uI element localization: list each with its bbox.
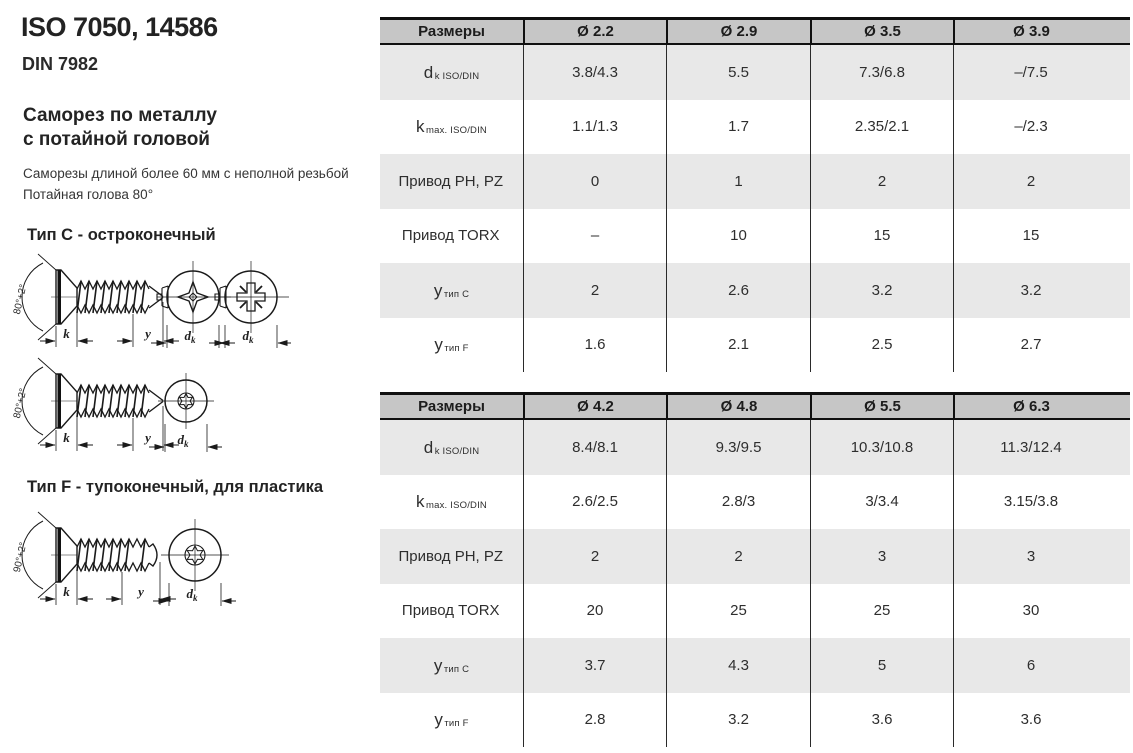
value-cell: 20: [523, 584, 666, 639]
product-notes: [23, 163, 349, 205]
row-label-subscript: тип C: [443, 663, 470, 675]
value-cell: 1.6: [523, 318, 666, 373]
column-header-sizes: Размеры: [380, 392, 523, 420]
row-label-main: k: [416, 492, 425, 512]
value-cell: 2.8: [523, 693, 666, 748]
value-cell: 1.7: [666, 100, 810, 155]
value-cell: 0: [523, 154, 666, 209]
row-label-main: d: [423, 62, 434, 82]
value-cell: 8.4/8.1: [523, 420, 666, 475]
row-label-subscript: тип F: [444, 343, 469, 355]
row-label-main: y: [433, 655, 443, 675]
value-cell: 2: [523, 263, 666, 318]
row-label: [380, 45, 523, 100]
blunt-tip: [149, 544, 157, 566]
value-cell: 3.6: [953, 693, 1130, 748]
column-header-sizes: Размеры: [380, 17, 523, 45]
row-label-subscript: max. ISO/DIN: [426, 500, 487, 512]
angle-label: 90°+2°: [11, 541, 30, 574]
dimension-k: [40, 567, 93, 605]
svg-text:k: k: [63, 584, 70, 599]
value-cell: –/7.5: [953, 45, 1130, 100]
angle-label: 80°+2°: [11, 387, 30, 420]
svg-text:y: y: [138, 584, 144, 599]
value-cell: 9.3/9.5: [666, 420, 810, 475]
row-label: [380, 420, 523, 475]
dimension-k: [40, 309, 93, 347]
value-cell: 3: [810, 529, 953, 584]
value-cell: –: [523, 209, 666, 264]
value-cell: 2.1: [666, 318, 810, 373]
column-header-diameter: Ø 3.9: [953, 17, 1130, 45]
value-cell: 2: [666, 529, 810, 584]
row-label: [380, 638, 523, 693]
row-label: [380, 318, 523, 373]
value-cell: 15: [953, 209, 1130, 264]
value-cell: 1: [666, 154, 810, 209]
torx-head-view: [153, 519, 236, 606]
value-cell: 25: [666, 584, 810, 639]
row-label: [380, 475, 523, 530]
value-cell: 5.5: [666, 45, 810, 100]
value-cell: –/2.3: [953, 100, 1130, 155]
value-cell: 1.1/1.3: [523, 100, 666, 155]
row-label-main: Привод TORX: [401, 227, 500, 245]
value-cell: 2: [953, 154, 1130, 209]
svg-text:k: k: [63, 430, 70, 445]
svg-text:k: k: [63, 326, 70, 341]
value-cell: 10: [666, 209, 810, 264]
dimension-dk: [209, 325, 291, 348]
column-header-diameter: Ø 2.2: [523, 17, 666, 45]
row-label-main: Привод PH, PZ: [398, 547, 504, 565]
dimensions-table-large: [380, 392, 1130, 747]
type-c-torx-drawing: [10, 356, 224, 456]
svg-text:dk: $d_k$: [242, 328, 254, 345]
column-header-diameter: Ø 5.5: [810, 392, 953, 420]
type-c-heading: Тип С - остроконечный: [27, 226, 216, 244]
page-title: ISO 7050, 14586: [21, 12, 218, 42]
svg-text:dk: $d_k$: [177, 432, 189, 449]
row-label: [380, 529, 523, 584]
type-c-ph-pz-drawing: [10, 252, 292, 352]
value-cell: 3.7: [523, 638, 666, 693]
row-label: [380, 584, 523, 639]
dimension-dk: [153, 583, 236, 606]
value-cell: 30: [953, 584, 1130, 639]
value-cell: 7.3/6.8: [810, 45, 953, 100]
screw-side-view-blunt: [12, 512, 176, 605]
dimension-dk: [149, 424, 222, 452]
row-label: [380, 693, 523, 748]
row-label-main: Привод TORX: [401, 602, 500, 620]
value-cell: 5: [810, 638, 953, 693]
value-cell: 15: [810, 209, 953, 264]
type-f-heading: Тип F - тупоконечный, для пластика: [27, 478, 324, 496]
value-cell: 3.6: [810, 693, 953, 748]
column-header-diameter: Ø 4.8: [666, 392, 810, 420]
value-cell: 3.2: [666, 693, 810, 748]
row-label-main: k: [416, 117, 425, 137]
value-cell: 6: [953, 638, 1130, 693]
product-name-line2: с потайной головой: [23, 129, 210, 150]
value-cell: 2.6/2.5: [523, 475, 666, 530]
row-label: [380, 100, 523, 155]
ph-head-view: [151, 261, 235, 348]
product-name: [23, 104, 217, 152]
row-label-main: y: [433, 280, 443, 300]
value-cell: 2: [810, 154, 953, 209]
row-label: [380, 263, 523, 318]
row-label-main: d: [423, 437, 434, 457]
value-cell: 10.3/10.8: [810, 420, 953, 475]
dimension-k: [40, 413, 93, 451]
value-cell: 3: [953, 529, 1130, 584]
row-label-main: y: [434, 710, 443, 730]
standard-subtitle: DIN 7982: [22, 54, 99, 74]
value-cell: 2: [523, 529, 666, 584]
screw-side-view-pointed: [12, 254, 179, 347]
row-label-main: Привод PH, PZ: [398, 172, 504, 190]
angle-label: 80°+2°: [11, 283, 30, 316]
svg-text:y: y: [145, 326, 151, 341]
value-cell: 2.8/3: [666, 475, 810, 530]
row-label-subscript: тип F: [444, 718, 469, 730]
pz-head-view: [209, 261, 291, 348]
value-cell: 2.7: [953, 318, 1130, 373]
value-cell: 3.15/3.8: [953, 475, 1130, 530]
value-cell: 3.2: [953, 263, 1130, 318]
column-header-diameter: Ø 2.9: [666, 17, 810, 45]
value-cell: 3/3.4: [810, 475, 953, 530]
value-cell: 2.35/2.1: [810, 100, 953, 155]
type-f-torx-drawing: [10, 510, 242, 610]
column-header-diameter: Ø 4.2: [523, 392, 666, 420]
dimensions-table-small: [380, 17, 1130, 372]
value-cell: 4.3: [666, 638, 810, 693]
row-label: [380, 209, 523, 264]
note-line1: Саморезы длиной более 60 мм с неполной резьбой: [23, 166, 349, 181]
value-cell: 11.3/12.4: [953, 420, 1130, 475]
row-label-subscript: max. ISO/DIN: [426, 125, 487, 137]
value-cell: 25: [810, 584, 953, 639]
value-cell: 2.5: [810, 318, 953, 373]
value-cell: 2.6: [666, 263, 810, 318]
product-name-line1: Саморез по металлу: [23, 105, 217, 126]
value-cell: 3.2: [810, 263, 953, 318]
row-label: [380, 154, 523, 209]
row-label-subscript: k ISO/DIN: [434, 445, 480, 457]
column-header-diameter: Ø 3.5: [810, 17, 953, 45]
screw-side-view-pointed: [12, 358, 179, 451]
svg-text:y: y: [145, 430, 151, 445]
svg-text:dk: $d_k$: [186, 586, 198, 603]
torx-head-view: [149, 373, 222, 452]
svg-text:dk: $d_k$: [184, 328, 196, 345]
value-cell: 3.8/4.3: [523, 45, 666, 100]
row-label-subscript: тип C: [443, 288, 470, 300]
row-label-subscript: k ISO/DIN: [434, 70, 480, 82]
row-label-main: y: [434, 335, 443, 355]
note-line2: Потайная голова 80°: [23, 187, 154, 202]
column-header-diameter: Ø 6.3: [953, 392, 1130, 420]
